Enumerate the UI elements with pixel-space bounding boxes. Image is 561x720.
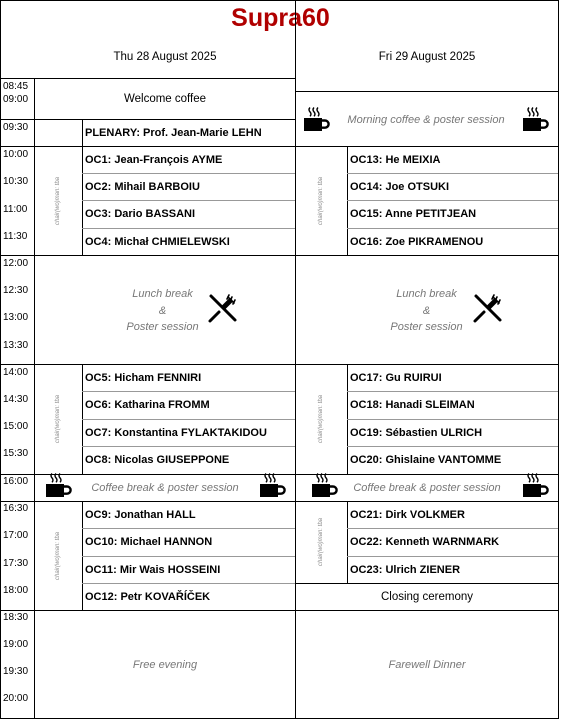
coffee-icon	[44, 472, 72, 498]
lunch-line: Poster session	[390, 321, 463, 334]
talk-row: OC14: Joe OTSUKI	[350, 180, 450, 193]
lunch-line: &	[422, 304, 431, 317]
talk-row: OC16: Zoe PIKRAMENOU	[350, 235, 484, 248]
grid-line	[0, 255, 559, 256]
talk-row: OC10: Michael HANNON	[85, 536, 213, 548]
grid-line	[347, 228, 558, 229]
time-label: 18:00	[3, 585, 29, 596]
time-label: 10:30	[3, 176, 29, 187]
time-label: 17:00	[3, 530, 29, 541]
grid-line	[82, 556, 295, 557]
grid-line	[558, 0, 559, 719]
grid-line	[347, 556, 558, 557]
day-header-thu: Thu 28 August 2025	[113, 51, 217, 63]
talk-row: OC12: Petr KOVAŘÍČEK	[85, 590, 211, 603]
coffee-icon	[310, 472, 338, 498]
grid-line	[347, 391, 558, 392]
grid-line	[0, 119, 295, 120]
time-label: 12:30	[3, 285, 29, 296]
grid-line	[295, 0, 296, 719]
grid-line	[82, 173, 295, 174]
grid-line	[295, 91, 559, 92]
grid-line	[295, 583, 559, 584]
time-label: 20:00	[3, 693, 29, 704]
time-label: 09:30	[3, 122, 29, 133]
talk-row: OC7: Konstantina FYLAKTAKIDOU	[85, 426, 267, 439]
talk-row: OC2: Mihail BARBOIU	[85, 180, 200, 193]
talk-row: OC4: Michał CHMIELEWSKI	[85, 235, 230, 248]
time-label: 15:30	[3, 448, 29, 459]
chair-label: chair(wo)man: tba	[55, 176, 62, 225]
lunch-break-fri	[364, 286, 489, 336]
chair-label: chair(wo)man: tba	[55, 531, 62, 580]
time-label: 19:30	[3, 666, 29, 677]
morning-coffee-fri: Morning coffee & poster session	[347, 113, 505, 126]
page-title: Supra60	[231, 4, 330, 32]
grid-line	[295, 146, 559, 147]
grid-line	[82, 419, 295, 420]
closing-ceremony: Closing ceremony	[380, 590, 474, 603]
time-label: 18:30	[3, 612, 29, 623]
grid-line	[82, 583, 295, 584]
time-label: 17:30	[3, 558, 29, 569]
lunch-line: Poster session	[126, 321, 199, 334]
day-header-fri: Fri 29 August 2025	[378, 51, 476, 63]
fork-knife-icon	[207, 292, 239, 324]
free-evening: Free evening	[132, 659, 198, 671]
talk-row: OC23: Ulrich ZIENER	[350, 563, 461, 576]
talk-row: OC21: Dirk VOLKMER	[350, 508, 465, 521]
lunch-line: Lunch break	[132, 288, 193, 301]
time-label: 16:00	[3, 476, 29, 487]
time-label: 13:30	[3, 340, 29, 351]
time-label: 11:30	[3, 231, 28, 242]
grid-line	[0, 146, 295, 147]
chair-label: chair(wo)man: tba	[318, 394, 325, 444]
time-label: 12:00	[3, 258, 29, 269]
grid-line	[34, 78, 35, 719]
chair-label: chair(wo)man: tba	[318, 517, 325, 567]
time-label: 10:00	[3, 149, 29, 160]
lunch-line: &	[158, 304, 167, 317]
lunch-line: Lunch break	[396, 288, 457, 301]
grid-line	[347, 200, 558, 201]
fork-knife-icon	[472, 292, 504, 324]
time-label: 14:30	[3, 394, 29, 405]
talk-row: OC3: Dario BASSANI	[85, 208, 196, 220]
talk-row: OC15: Anne PETITJEAN	[350, 208, 477, 220]
chair-label: chair(wo)man: tba	[318, 176, 325, 225]
grid-line	[82, 228, 295, 229]
grid-line	[347, 501, 348, 583]
grid-line	[0, 0, 1, 719]
time-label: 14:00	[3, 367, 29, 378]
time-label: 08:45	[3, 81, 29, 92]
talk-row: OC6: Katharina FROMM	[85, 399, 210, 411]
plenary-talk: PLENARY: Prof. Jean-Marie LEHN	[85, 127, 262, 139]
coffee-icon	[302, 106, 330, 132]
talk-row: OC17: Gu RUIRUI	[350, 371, 442, 384]
grid-line	[0, 364, 559, 365]
time-label: 19:00	[3, 639, 29, 650]
grid-line	[82, 119, 83, 255]
time-label: 13:00	[3, 312, 29, 323]
coffee-icon	[258, 472, 286, 498]
talk-row: OC13: He MEIXIA	[350, 153, 441, 166]
grid-line	[0, 78, 295, 79]
talk-row: OC22: Kenneth WARNMARK	[350, 536, 500, 548]
coffee-icon	[521, 472, 549, 498]
time-label: 11:00	[3, 204, 28, 215]
talk-row: OC18: Hanadi SLEIMAN	[350, 399, 475, 411]
grid-line	[82, 446, 295, 447]
coffee-break-thu: Coffee break & poster session	[91, 481, 239, 494]
grid-line	[347, 173, 558, 174]
talk-row: OC11: Mir Wais HOSSEINI	[85, 563, 221, 576]
grid-line	[0, 501, 559, 502]
farewell-dinner: Farewell Dinner	[388, 659, 466, 671]
time-label: 09:00	[3, 94, 29, 105]
talk-row: OC1: Jean-François AYME	[85, 153, 223, 166]
coffee-break-fri: Coffee break & poster session	[353, 481, 501, 494]
grid-line	[0, 474, 559, 475]
talk-row: OC5: Hicham FENNIRI	[85, 371, 202, 384]
talk-row: OC8: Nicolas GIUSEPPONE	[85, 454, 230, 466]
talk-row: OC9: Jonathan HALL	[85, 508, 196, 521]
talk-row: OC19: Sébastien ULRICH	[350, 426, 483, 439]
grid-line	[0, 610, 559, 611]
grid-line	[347, 528, 558, 529]
grid-line	[347, 419, 558, 420]
grid-line	[82, 391, 295, 392]
talk-row: OC20: Ghislaine VANTOMME	[350, 454, 502, 466]
time-label: 16:30	[3, 503, 29, 514]
grid-line	[347, 446, 558, 447]
coffee-icon	[521, 106, 549, 132]
chair-label: chair(wo)man: tba	[55, 394, 62, 444]
grid-line	[82, 200, 295, 201]
welcome-coffee: Welcome coffee	[123, 93, 207, 105]
grid-line	[0, 718, 559, 719]
grid-line	[0, 0, 559, 1]
grid-line	[82, 528, 295, 529]
time-label: 15:00	[3, 421, 29, 432]
